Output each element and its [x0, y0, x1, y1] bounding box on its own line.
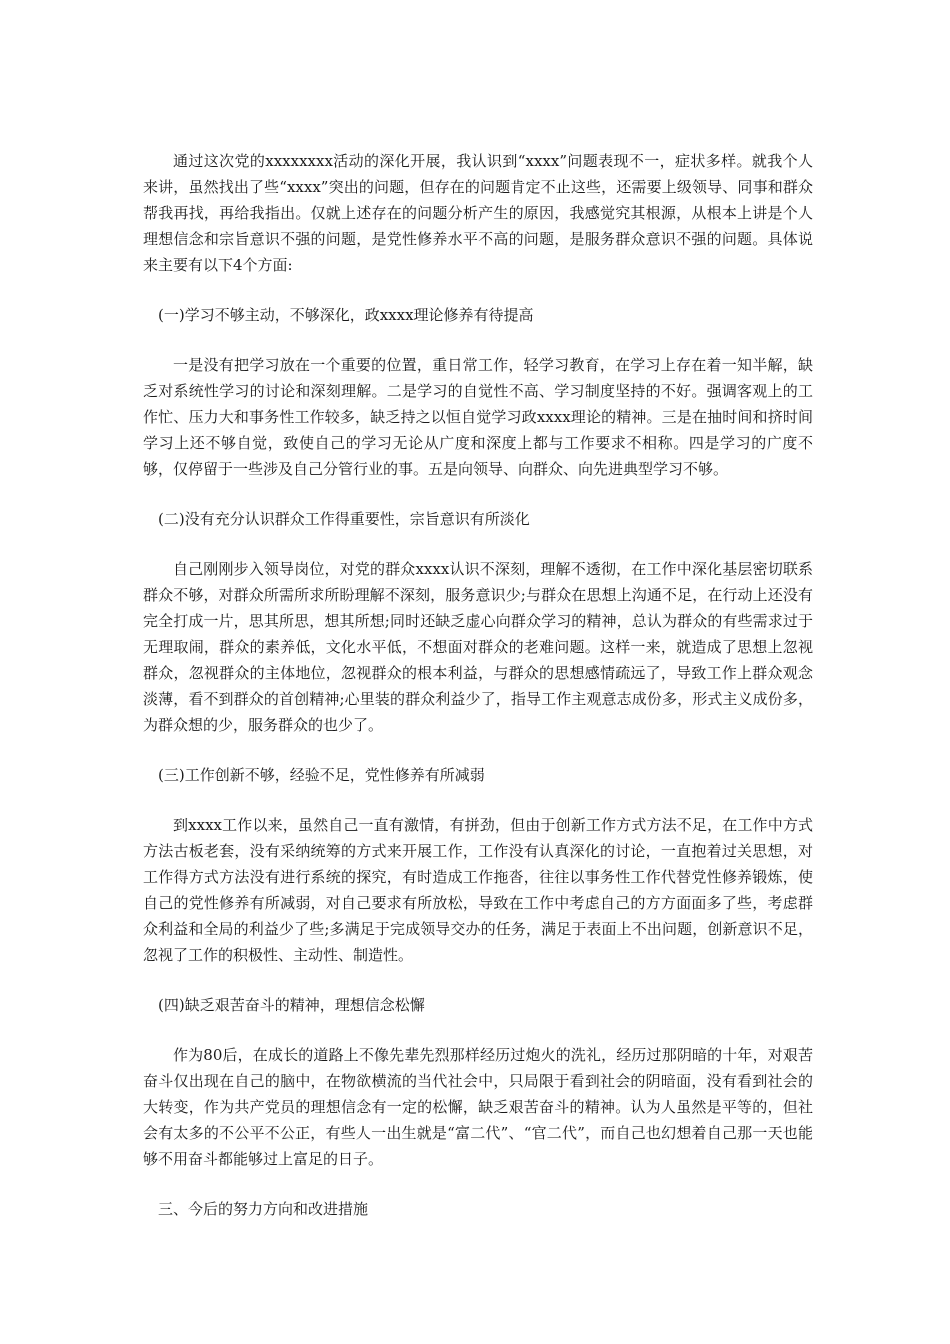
section-3-paragraph: 到xxxx工作以来，虽然自己一直有激情，有拼劲，但由于创新工作方式方法不足，在工作中方式方法古板老套，没有采纳统筹的方式来开展工作，工作没有认真深化的讨论，一直抱着过关思想，对工作得方式方法没有进行系统的探究，有时造成工作拖沓，往往以事务性工作代替党性修养锻炼，使自己的党性修养有所减弱，对自己要求有所放松，导致在工作中考虑自己的方方面面多了些，考虑群众利益和全局的利益少了些;多满足于完成领导交办的任务，满足于表面上不出问题，创新意识不足，忽视了工作的积极性、主动性、制造性。 [143, 816, 813, 964]
paragraph-gap [143, 1018, 813, 1042]
intro-paragraph: 通过这次党的xxxxxxxx活动的深化开展，我认识到“xxxx”问题表现不一，症状多样。就我个人来讲，虽然找出了些“xxxx”突出的问题，但存在的问题肯定不止这些，还需要上级领导、同事和群众帮我再找，再给我指出。仅就上述存在的问题分析产生的原因，我感觉究其根源，从根本上讲是个人理想信念和宗旨意识不强的问题，是党性修养水平不高的问题，是服务群众意识不强的问题。具体说来主要有以下4个方面: [143, 152, 813, 274]
section-heading-1: (一)学习不够主动，不够深化，政xxxx理论修养有待提高 [158, 306, 534, 324]
section-heading-4: (四)缺乏艰苦奋斗的精神，理想信念松懈 [158, 996, 425, 1014]
paragraph-gap [143, 968, 813, 992]
section-4-paragraph: 作为80后，在成长的道路上不像先辈先烈那样经历过炮火的洗礼，经历过那阴暗的十年，对艰苦奋斗仅出现在自己的脑中，在物欲横流的当代社会中，只局限于看到社会的阴暗面，没有看到社会的大转变，作为共产党员的理想信念有一定的松懈，缺乏艰苦奋斗的精神。认为人虽然是平等的，但社会有太多的不公平不公正，有些人一出生就是“富二代”、“官二代”，而自己也幻想着自己那一天也能够不用奋斗都能够过上富足的日子。 [143, 1046, 813, 1168]
chapter-heading-3: 三、今后的努力方向和改进措施 [158, 1200, 369, 1218]
paragraph-gap [143, 278, 813, 302]
section-1-paragraph: 一是没有把学习放在一个重要的位置，重日常工作，轻学习教育，在学习上存在着一知半解，缺乏对系统性学习的讨论和深刻理解。二是学习的自觉性不高、学习制度坚持的不好。强调客观上的工作忙、压力大和事务性工作较多，缺乏持之以恒自觉学习政xxxx理论的精神。三是在抽时间和挤时间学习上还不够自觉，致使自己的学习无论从广度和深度上都与工作要求不相称。四是学习的广度不够，仅停留于一些涉及自己分管行业的事。五是向领导、向群众、向先进典型学习不够。 [143, 356, 813, 478]
paragraph-gap [143, 328, 813, 352]
paragraph-gap [143, 1172, 813, 1196]
section-2-paragraph: 自己刚刚步入领导岗位，对党的群众xxxx认识不深刻，理解不透彻，在工作中深化基层密切联系群众不够，对群众所需所求所盼理解不深刻，服务意识少;与群众在思想上沟通不足，在行动上还没有完全打成一片，思其所思，想其所想;同时还缺乏虚心向群众学习的精神，总认为群众的有些需求过于无理取闹，群众的素养低，文化水平低，不想面对群众的老难问题。这样一来，就造成了思想上忽视群众，忽视群众的主体地位，忽视群众的根本利益，与群众的思想感情疏远了，导致工作上群众观念淡薄，看不到群众的首创精神;心里装的群众利益少了，指导工作主观意志成份多，形式主义成份多，为群众想的少，服务群众的也少了。 [143, 560, 813, 734]
section-heading-2: (二)没有充分认识群众工作得重要性，宗旨意识有所淡化 [158, 510, 530, 528]
paragraph-gap [143, 482, 813, 506]
document-body [143, 148, 813, 1222]
paragraph-gap [143, 738, 813, 762]
paragraph-gap [143, 532, 813, 556]
section-heading-3: (三)工作创新不够，经验不足，党性修养有所减弱 [158, 766, 485, 784]
paragraph-gap [143, 788, 813, 812]
